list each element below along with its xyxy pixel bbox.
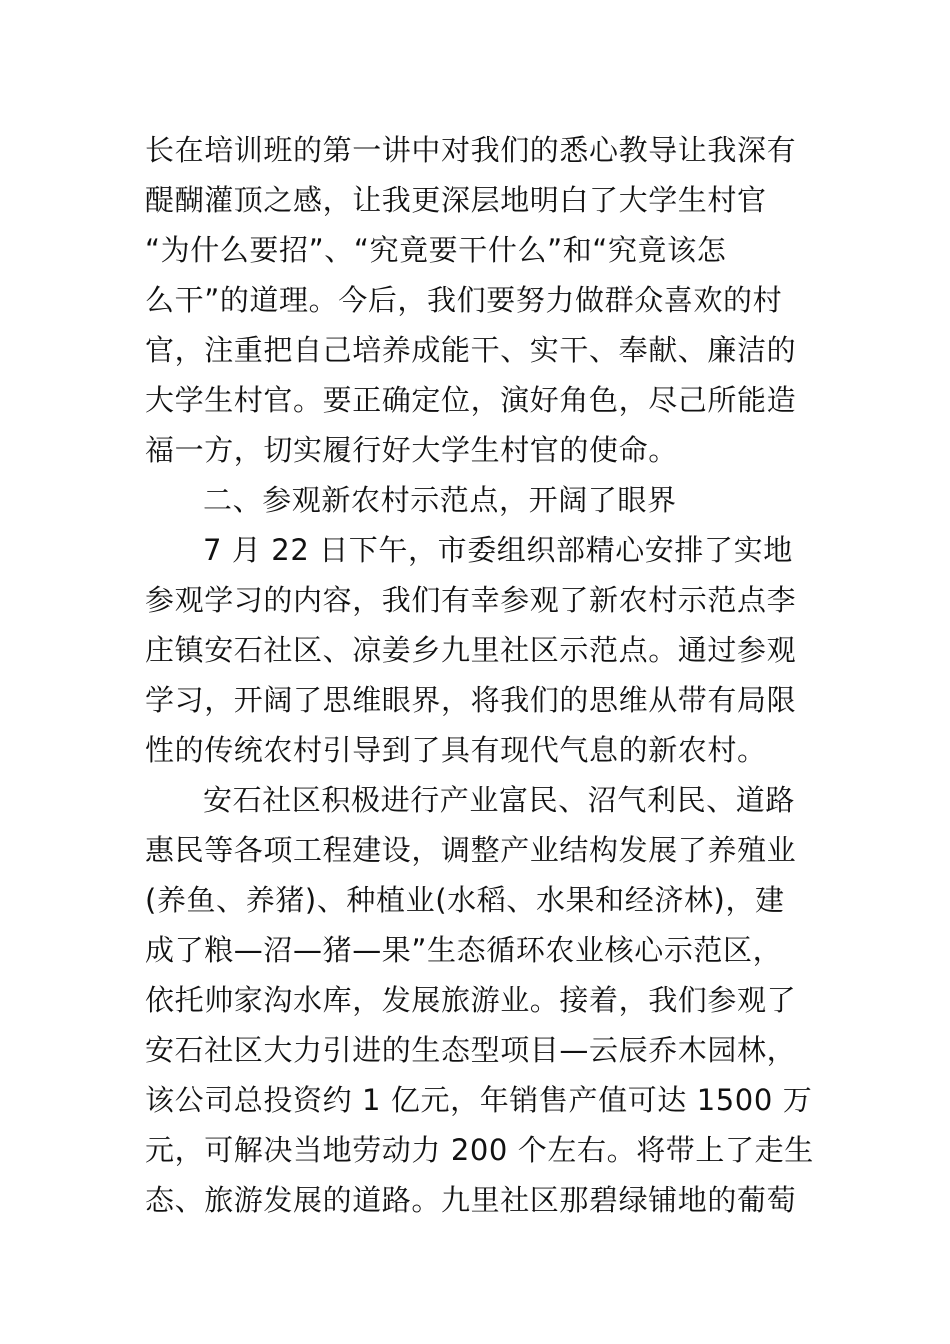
- text-line: 成了粮—沼—猪—果”生态循环农业核心示范区，: [145, 933, 783, 967]
- text-line: 福一方，切实履行好大学生村官的使命。: [145, 433, 678, 467]
- text-line: 醍醐灌顶之感，让我更深层地明白了大学生村官: [145, 183, 767, 217]
- text-line: 该公司总投资约 1 亿元，年销售产值可达 1500 万: [145, 1083, 813, 1117]
- text-line: 官，注重把自己培养成能干、实干、奉献、廉洁的: [145, 333, 797, 367]
- text-line: 安石社区大力引进的生态型项目—云辰乔木园林，: [145, 1033, 797, 1067]
- text-line: 安石社区积极进行产业富民、沼气利民、道路: [203, 783, 796, 817]
- section-heading: 二、参观新农村示范点，开阔了眼界: [203, 483, 677, 517]
- text-line: 态、旅游发展的道路。九里社区那碧绿铺地的葡萄: [145, 1183, 797, 1217]
- text-line: “为什么要招”、“究竟要干什么”和“究竟该怎: [145, 233, 727, 267]
- text-line: 惠民等各项工程建设，调整产业结构发展了养殖业: [145, 833, 797, 867]
- text-line: 7 月 22 日下午，市委组织部精心安排了实地: [203, 533, 793, 567]
- text-line: 庄镇安石社区、凉姜乡九里社区示范点。通过参观: [145, 633, 797, 667]
- text-line: 参观学习的内容，我们有幸参观了新农村示范点李: [145, 583, 797, 617]
- text-line: 学习，开阔了思维眼界，将我们的思维从带有局限: [145, 683, 797, 717]
- text-line: 性的传统农村引导到了具有现代气息的新农村。: [145, 733, 767, 767]
- text-line: 元，可解决当地劳动力 200 个左右。将带上了走生: [145, 1133, 814, 1167]
- text-line: 长在培训班的第一讲中对我们的悉心教导让我深有: [145, 133, 797, 167]
- text-line: (养鱼、养猪)、种植业(水稻、水果和经济林)，建: [145, 883, 785, 917]
- text-line: 么干”的道理。今后，我们要努力做群众喜欢的村: [145, 283, 783, 317]
- text-line: 依托帅家沟水库，发展旅游业。接着，我们参观了: [145, 983, 797, 1017]
- text-line: 大学生村官。要正确定位，演好角色，尽己所能造: [145, 383, 797, 417]
